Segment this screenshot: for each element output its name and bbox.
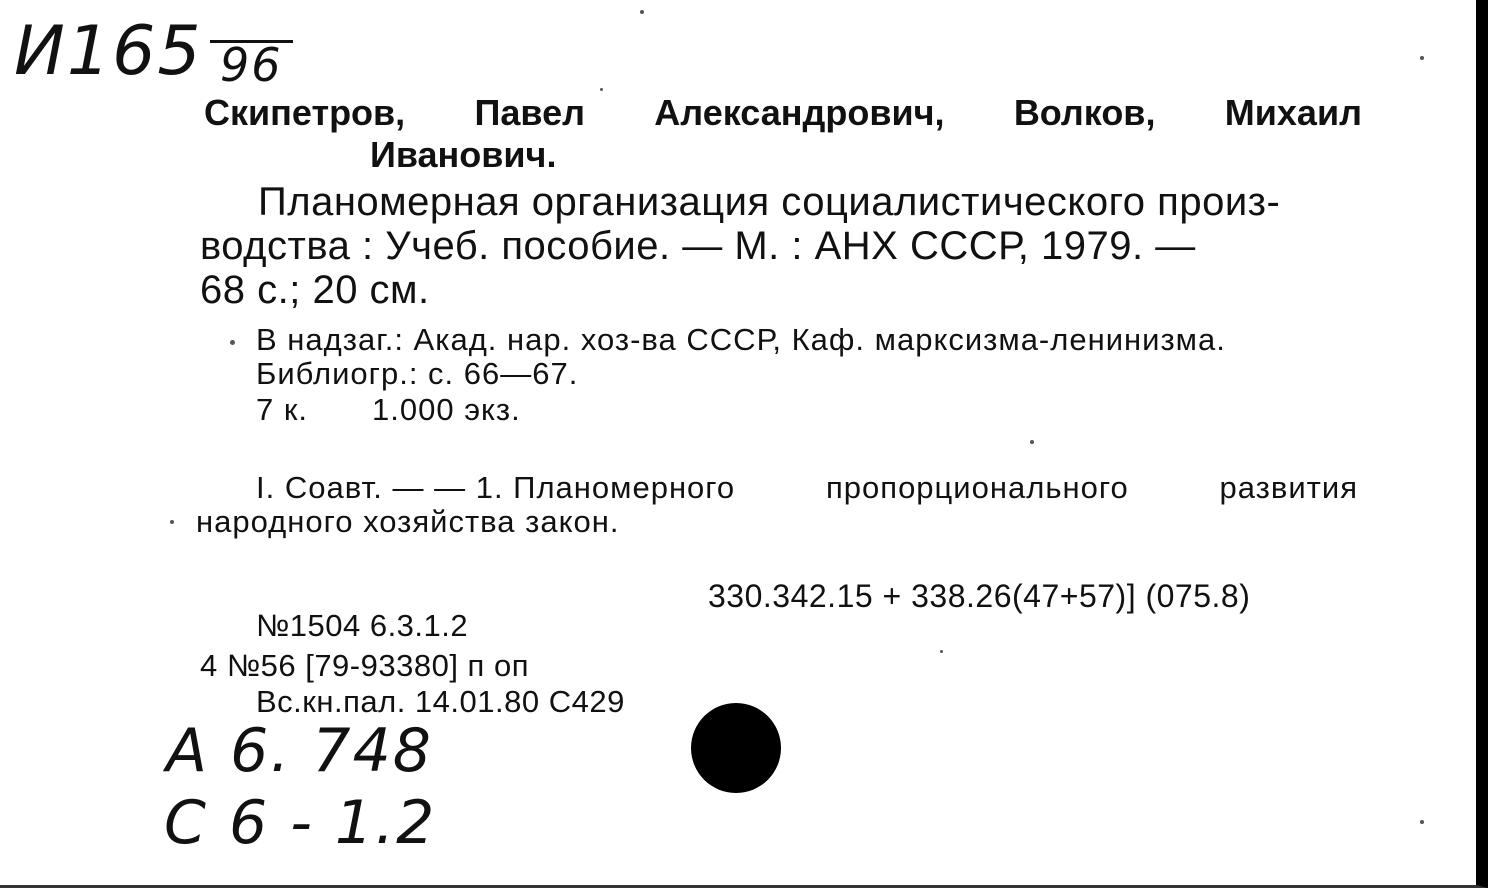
scan-speck	[640, 10, 644, 14]
note-line-2: Библиогр.: с. 66—67.	[256, 356, 579, 391]
tracings-line-1	[256, 470, 1358, 506]
author-word: Павел	[474, 92, 585, 133]
scan-speck	[940, 650, 943, 653]
price: 7 к.	[256, 392, 309, 427]
tracings-line-2: народного хозяйства закон.	[196, 504, 620, 539]
service-line-1: №1504 6.3.1.2	[256, 608, 469, 643]
title-line-1: Планомерная организация социалистического произ-	[258, 180, 1281, 224]
author-word: Скипетров,	[204, 92, 406, 133]
service-line-2: 4 №56 [79-93380] п оп	[200, 648, 529, 683]
title-line-2: водства : Учеб. пособие. — М. : АНХ СССР, 1979. —	[200, 224, 1196, 268]
handwritten-call-number-2: С 6 - 1.2	[164, 788, 437, 858]
shelfmark: И165	[14, 12, 203, 91]
scan-speck	[170, 520, 174, 524]
handwritten-call-number-1: А 6. 748	[166, 716, 433, 786]
tracing-segment: развития	[1219, 470, 1358, 505]
scan-speck	[600, 88, 603, 91]
print-run: 1.000 экз.	[372, 392, 521, 427]
author-word: Михаил	[1224, 92, 1362, 133]
author-word: Александрович,	[654, 92, 945, 133]
scan-speck	[1420, 820, 1424, 824]
service-line-3: Вс.кн.пал. 14.01.80 С429	[256, 684, 625, 719]
tracing-segment: I. Соавт. — — 1. Планомерного	[256, 470, 736, 505]
punch-dot	[691, 703, 781, 793]
scan-speck	[1420, 56, 1424, 60]
title-line-3: 68 с.; 20 см.	[200, 268, 430, 312]
author-heading-line2: Иванович.	[370, 134, 557, 175]
author-word: Волков,	[1013, 92, 1156, 133]
scan-speck	[230, 340, 235, 345]
shelfmark-fraction: 96	[210, 40, 293, 87]
classification-index: 330.342.15 + 338.26(47+57)] (075.8)	[708, 578, 1251, 614]
note-line-1: В надзаг.: Акад. нар. хоз-ва СССР, Каф. марксизма-ленинизма.	[256, 322, 1226, 357]
author-heading-line1	[204, 92, 1362, 134]
tracing-segment: пропорционального	[826, 470, 1129, 505]
scan-speck	[1030, 440, 1034, 444]
